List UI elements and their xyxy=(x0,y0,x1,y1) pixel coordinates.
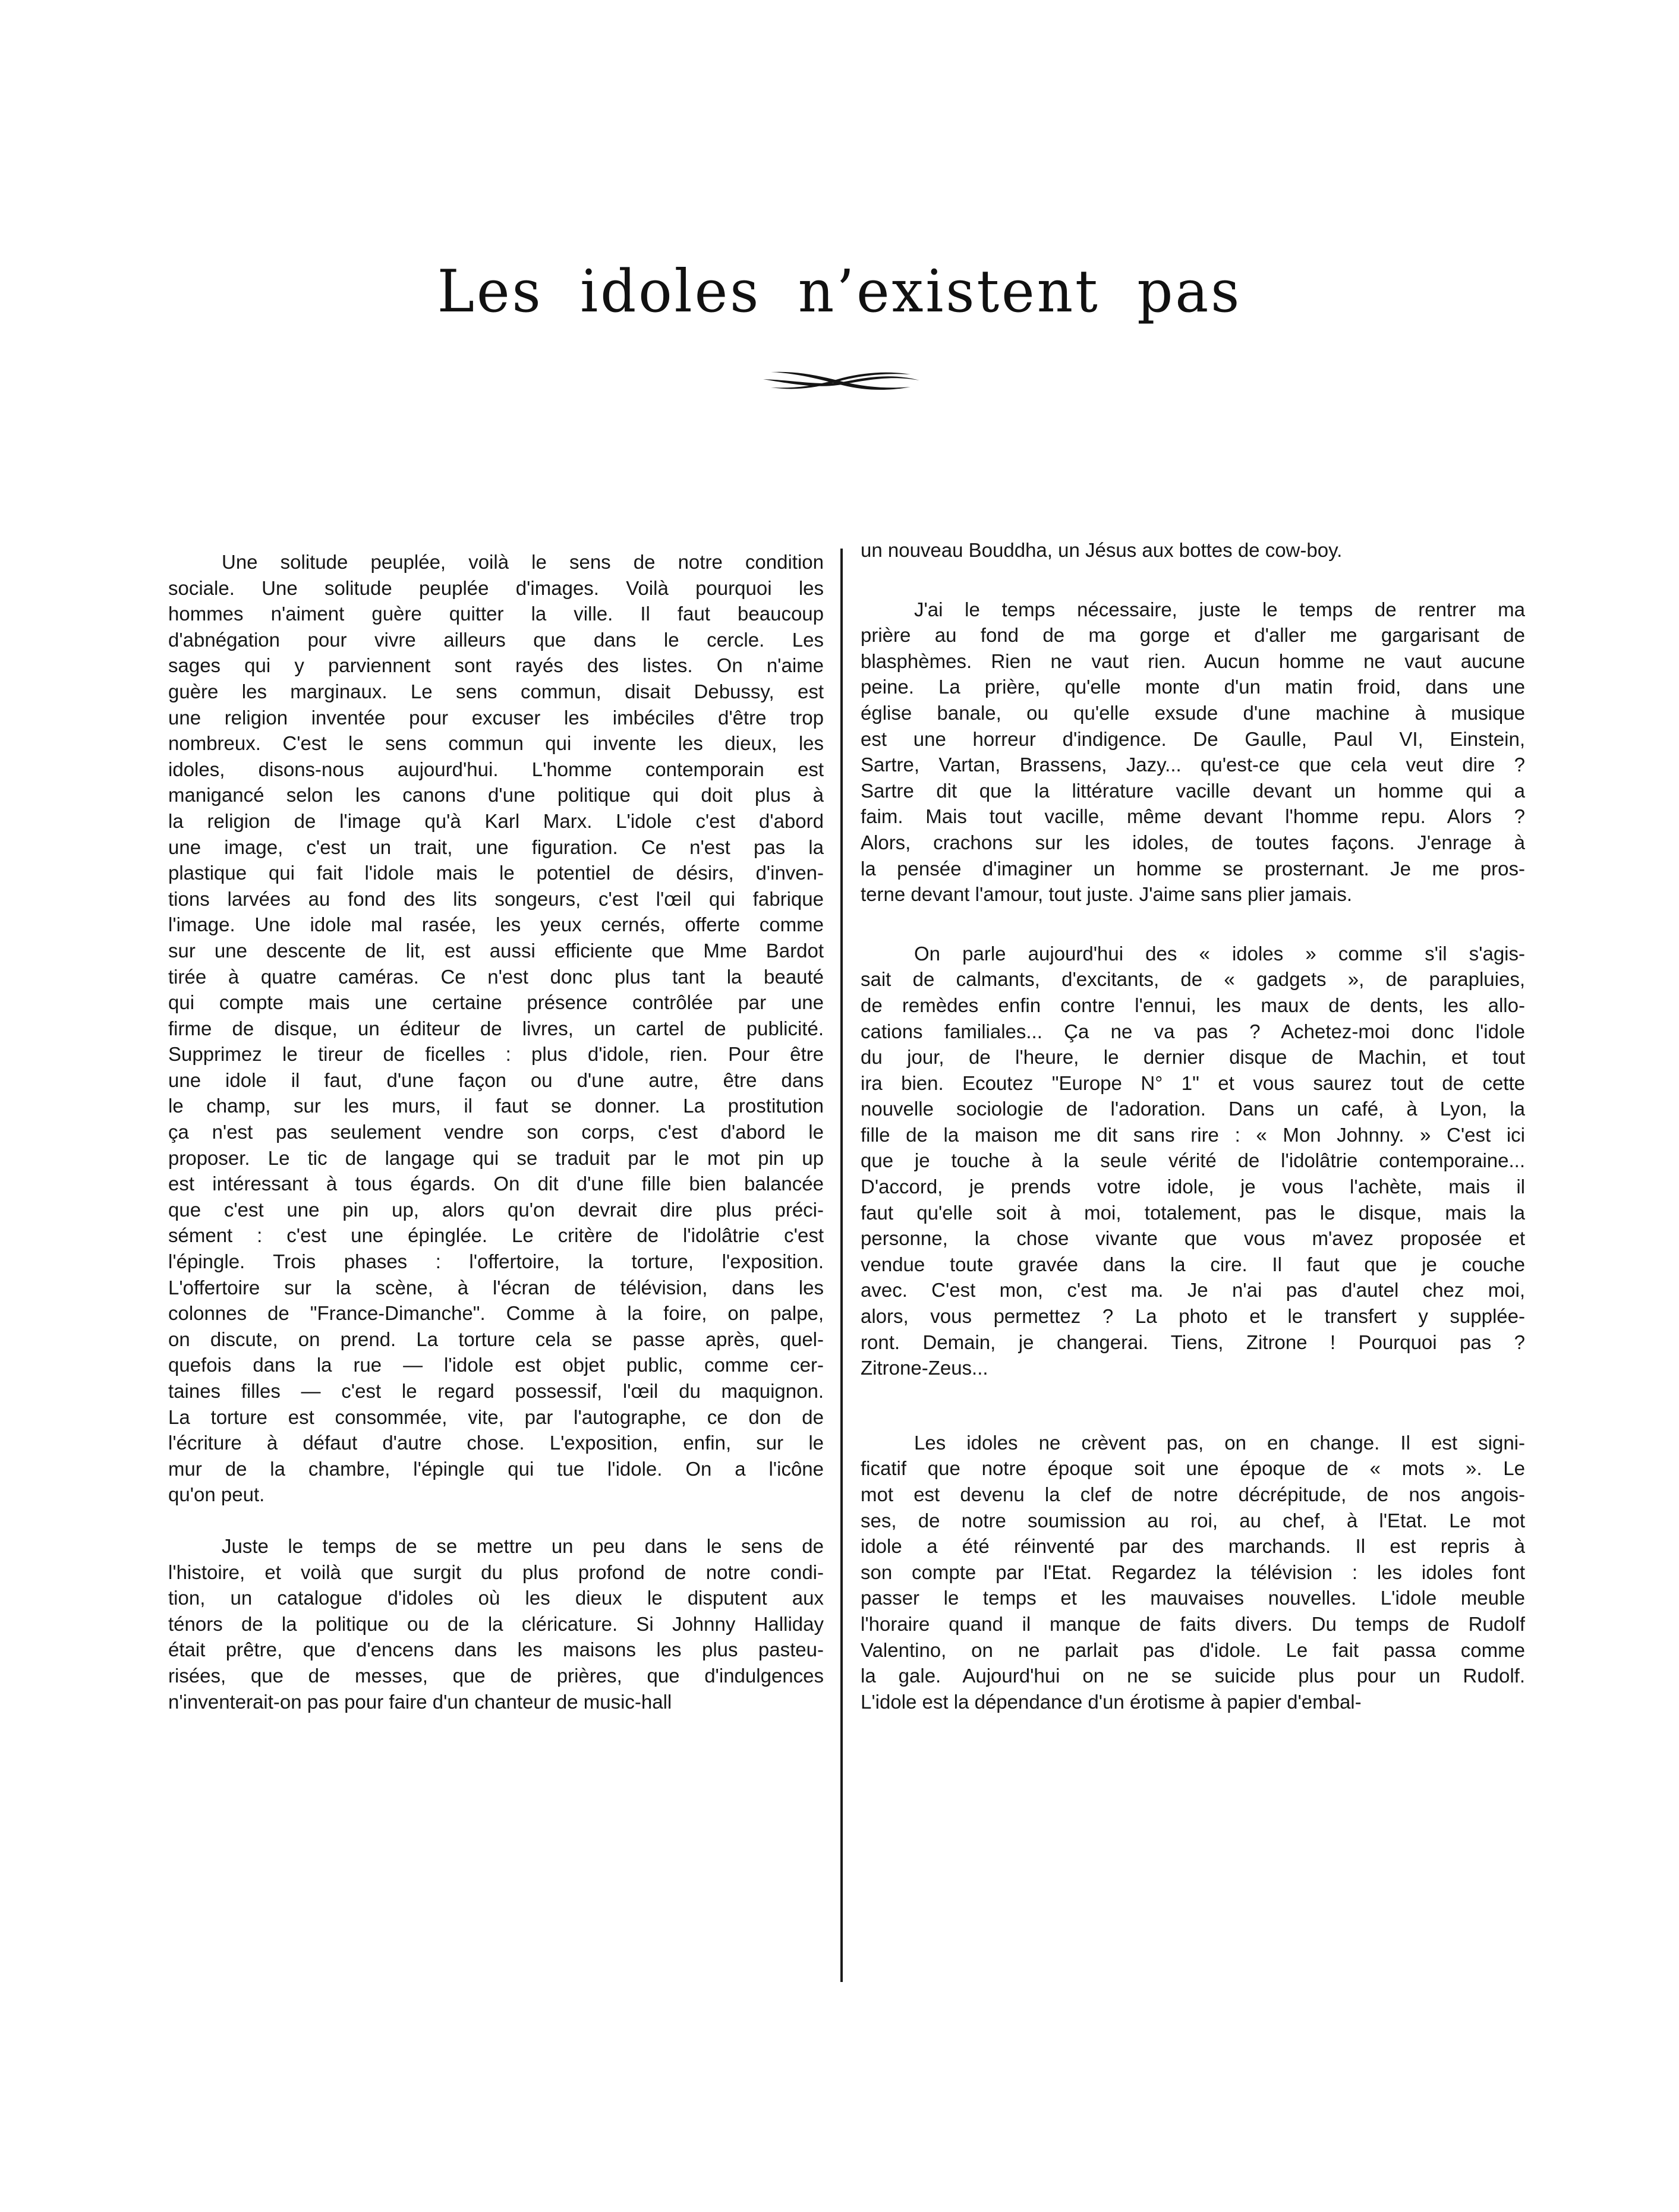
text-line: cations familiales... Ça ne va pas ? Achetez-moi donc l'idole xyxy=(861,1020,1525,1042)
text-line: Une solitude peuplée, voilà le sens de notre condition xyxy=(222,551,824,573)
text-line: plastique qui fait l'idole mais le potentiel de désirs, d'inven- xyxy=(168,862,824,884)
text-line: idole a été réinventé par des marchands. Il est repris à xyxy=(861,1535,1525,1558)
text-line: la religion de l'image qu'à Karl Marx. L'idole c'est d'abord xyxy=(168,809,824,832)
text-line: nombreux. C'est le sens commun qui invente les dieux, les xyxy=(168,732,824,755)
paragraph-gap xyxy=(168,1508,824,1533)
text-line: quefois dans la rue — l'idole est objet public, comme cer- xyxy=(168,1354,824,1376)
text-line: est une horreur d'indigence. De Gaulle, Paul VI, Einstein, xyxy=(861,727,1525,750)
text-line: J'ai le temps nécessaire, juste le temps de rentrer ma xyxy=(914,598,1525,620)
text-line: ira bien. Ecoutez "Europe N° 1" et vous saurez tout de cette xyxy=(861,1072,1525,1094)
text-line: On parle aujourd'hui des « idoles » comme s'il s'agis- xyxy=(914,942,1525,965)
text-line: un nouveau Bouddha, un Jésus aux bottes de cow-boy. xyxy=(861,539,1343,561)
text-line: hommes n'aiment guère quitter la ville. Il faut beaucoup xyxy=(168,603,824,625)
text-line: D'accord, je prends votre idole, je vous l'achète, mais il xyxy=(861,1176,1525,1198)
text-line: mot est devenu la clef de notre décrépitude, de nos angois- xyxy=(861,1483,1525,1505)
text-line: La torture est consommée, vite, par l'autographe, ce don de xyxy=(168,1406,824,1428)
text-line: Supprimez le tireur de ficelles : plus d'idole, rien. Pour être xyxy=(168,1043,824,1066)
text-line: proposer. Le tic de langage qui se traduit par le mot pin up xyxy=(168,1146,824,1169)
text-line: Sartre dit que la littérature vacille devant un homme qui a xyxy=(861,779,1525,802)
text-line: tirée à quatre caméras. Ce n'est donc plus tant la beauté xyxy=(168,965,824,988)
text-line: d'abnégation pour vivre ailleurs que dans le cercle. Les xyxy=(168,628,824,651)
text-line: qu'on peut. xyxy=(168,1483,265,1506)
text-line: Juste le temps de se mettre un peu dans le sens de xyxy=(222,1534,824,1557)
twisted-ribbon-ornament-icon xyxy=(762,367,922,393)
paragraph xyxy=(861,1430,1525,1715)
text-line: guère les marginaux. Le sens commun, disait Debussy, est xyxy=(168,680,824,702)
text-line: terne devant l'amour, tout juste. J'aime sans plier jamais. xyxy=(861,883,1352,906)
text-line: mur de la chambre, l'épingle qui tue l'idole. On a l'icône xyxy=(168,1457,824,1480)
text-line: ficatif que notre époque soit une époque de « mots ». Le xyxy=(861,1457,1525,1480)
text-line: était prêtre, que d'encens dans les maisons les plus pasteu- xyxy=(168,1638,824,1661)
column-divider xyxy=(840,549,843,1982)
text-line: peine. La prière, qu'elle monte d'un matin froid, dans une xyxy=(861,676,1525,698)
paragraph xyxy=(861,941,1525,1381)
text-line: tions larvées au fond des lits songeurs, c'est l'œil qui fabrique xyxy=(168,887,824,910)
paragraph xyxy=(168,1533,824,1715)
text-line: sociale. Une solitude peuplée d'images. Voilà pourquoi les xyxy=(168,576,824,599)
right-column xyxy=(861,537,1525,1715)
text-line: le champ, sur les murs, il faut se donner. La prostitution xyxy=(168,1095,824,1117)
text-line: on discute, on prend. La torture cela se passe après, quel- xyxy=(168,1328,824,1350)
paragraph-gap xyxy=(861,1381,1525,1430)
text-line: l'histoire, et voilà que surgit du plus profond de notre condi- xyxy=(168,1561,824,1583)
text-line: alors, vous permettez ? La photo et le transfert y supplée- xyxy=(861,1305,1525,1328)
text-line: la pensée d'imaginer un homme se prosternant. Je me pros- xyxy=(861,857,1525,880)
text-line: Zitrone-Zeus... xyxy=(861,1357,988,1379)
text-line: nouvelle sociologie de l'adoration. Dans un café, à Lyon, la xyxy=(861,1098,1525,1120)
text-line: sait de calmants, d'excitants, de « gadgets », de parapluies, xyxy=(861,968,1525,991)
text-line: fille de la maison me dit sans rire : « Mon Johnny. » C'est ici xyxy=(861,1123,1525,1146)
text-line: sément : c'est une épinglée. Le critère de l'idolâtrie c'est xyxy=(168,1224,824,1247)
text-line: que c'est une pin up, alors qu'on devrait dire plus préci- xyxy=(168,1198,824,1221)
text-line: qui compte mais une certaine présence contrôlée par une xyxy=(168,991,824,1014)
text-line: l'image. Une idole mal rasée, les yeux cernés, offerte comme xyxy=(168,913,824,936)
text-line: ténors de la politique ou de la cléricature. Si Johnny Halliday xyxy=(168,1612,824,1635)
text-line: risées, que de messes, que de prières, que d'indulgences xyxy=(168,1664,824,1687)
text-line: faim. Mais tout vacille, même devant l'homme repu. Alors ? xyxy=(861,805,1525,828)
text-line: une religion inventée pour excuser les imbéciles d'être trop xyxy=(168,706,824,729)
text-line: Alors, crachons sur les idoles, de toutes façons. J'enrage à xyxy=(861,831,1525,853)
paragraph-gap xyxy=(861,563,1525,597)
text-line: ront. Demain, je changerai. Tiens, Zitrone ! Pourquoi pas ? xyxy=(861,1331,1525,1353)
text-line: firme de disque, un éditeur de livres, un cartel de publicité. xyxy=(168,1017,824,1039)
text-line: colonnes de "France-Dimanche". Comme à la foire, on palpe, xyxy=(168,1302,824,1325)
text-line: faut qu'elle soit à moi, totalement, pas le disque, mais la xyxy=(861,1201,1525,1224)
text-line: l'écriture à défaut d'autre chose. L'exposition, enfin, sur le xyxy=(168,1432,824,1454)
text-line: passer le temps et les mauvaises nouvelles. L'idole meuble xyxy=(861,1587,1525,1609)
left-column xyxy=(168,549,824,1715)
text-line: prière au fond de ma gorge et d'aller me gargarisant de xyxy=(861,624,1525,647)
paragraph xyxy=(168,549,824,1508)
paragraph xyxy=(861,597,1525,908)
text-line: Valentino, on ne parlait pas d'idole. Le fait passa comme xyxy=(861,1638,1525,1661)
text-line: idoles, disons-nous aujourd'hui. L'homme contemporain est xyxy=(168,758,824,780)
text-line: Les idoles ne crèvent pas, on en change. Il est signi- xyxy=(914,1431,1525,1454)
text-line: blasphèmes. Rien ne vaut rien. Aucun homme ne vaut aucune xyxy=(861,650,1525,672)
text-line: Sartre, Vartan, Brassens, Jazy... qu'est-ce que cela veut dire ? xyxy=(861,754,1525,776)
text-line: n'inventerait-on pas pour faire d'un chanteur de music-hall xyxy=(168,1690,672,1713)
paragraph-gap xyxy=(861,908,1525,941)
text-line: ses, de notre soumission au roi, au chef, à l'Etat. Le mot xyxy=(861,1509,1525,1532)
text-line: église banale, ou qu'elle exsude d'une machine à musique xyxy=(861,701,1525,724)
text-line: sur une descente de lit, est aussi efficiente que Mme Bardot xyxy=(168,939,824,962)
text-line: une image, c'est un trait, une figuration. Ce n'est pas la xyxy=(168,836,824,858)
article-title: Les idoles n’existent pas xyxy=(437,257,1242,326)
text-line: ça n'est pas seulement vendre son corps, c'est d'abord le xyxy=(168,1121,824,1143)
text-line: L'offertoire sur la scène, à l'écran de télévision, dans les xyxy=(168,1276,824,1299)
text-line: vendue toute gravée dans la cire. Il faut que je couche xyxy=(861,1253,1525,1275)
text-line: sages qui y parviennent sont rayés des listes. On n'aime xyxy=(168,654,824,677)
text-line: du jour, de l'heure, le dernier disque de Machin, et tout xyxy=(861,1046,1525,1069)
text-line: de remèdes enfin contre l'ennui, les maux de dents, les allo- xyxy=(861,994,1525,1016)
text-line: une idole il faut, d'une façon ou d'une autre, être dans xyxy=(168,1069,824,1091)
paragraph xyxy=(861,537,1525,563)
text-line: la gale. Aujourd'hui on ne se suicide plus pour un Rudolf. xyxy=(861,1665,1525,1687)
text-line: l'horaire quand il manque de faits divers. Du temps de Rudolf xyxy=(861,1612,1525,1635)
text-line: son compte par l'Etat. Regardez la télévision : les idoles font xyxy=(861,1561,1525,1583)
text-line: tion, un catalogue d'idoles où les dieux le disputent aux xyxy=(168,1587,824,1609)
text-line: avec. C'est mon, c'est ma. Je n'ai pas d'autel chez moi, xyxy=(861,1279,1525,1302)
text-line: L'idole est la dépendance d'un érotisme à papier d'embal- xyxy=(861,1690,1362,1713)
text-line: que je touche à la seule vérité de l'idolâtrie contemporaine... xyxy=(861,1149,1525,1172)
text-line: est intéressant à tous égards. On dit d'une fille bien balancée xyxy=(168,1173,824,1195)
text-line: personne, la chose vivante que vous m'avez proposée et xyxy=(861,1227,1525,1250)
text-line: taines filles — c'est le regard possessif, l'œil du maquignon. xyxy=(168,1380,824,1402)
text-line: l'épingle. Trois phases : l'offertoire, la torture, l'exposition. xyxy=(168,1250,824,1273)
text-line: manigancé selon les canons d'une politique qui doit plus à xyxy=(168,784,824,806)
